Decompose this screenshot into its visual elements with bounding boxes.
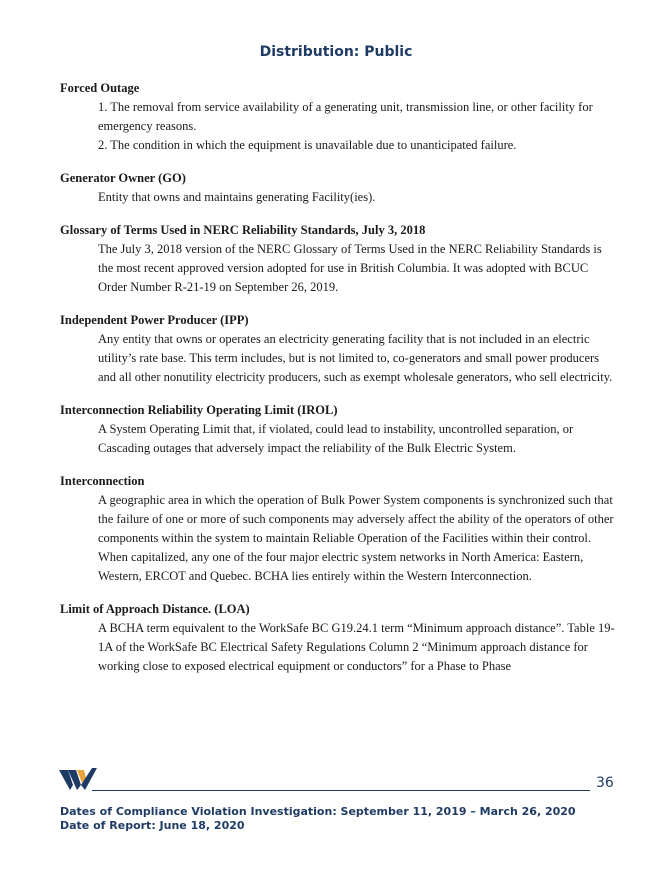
glossary-definition: [98, 619, 620, 676]
bcuc-w-logo-icon: [59, 766, 97, 792]
glossary-entry-interconnection: [60, 472, 620, 586]
glossary-content: [60, 79, 620, 690]
definition-paragraph: The July 3, 2018 version of the NERC Glossary of Terms Used in the NERC Reliability Standards is the most recent approved version adopted for use in British Columbia. It was adopted with BCUC Order Number R-21-19 on September 26, 2019.: [98, 242, 602, 294]
glossary-term: Glossary of Terms Used in NERC Reliability Standards, July 3, 2018: [60, 223, 426, 237]
definition-paragraph: A System Operating Limit that, if violated, could lead to instability, uncontrolled separation, or Cascading outages that adversely impact the reliability of the Bulk Electric System.: [98, 422, 574, 455]
glossary-definition: [98, 420, 620, 458]
definition-paragraph: 1. The removal from service availability of a generating unit, transmission line, or other facility for emergency reasons.: [98, 100, 593, 133]
glossary-definition: [98, 240, 620, 297]
definition-paragraph: 2. The condition in which the equipment is unavailable due to unanticipated failure.: [98, 138, 517, 152]
definition-paragraph: Entity that owns and maintains generating Facility(ies).: [98, 190, 376, 204]
definition-paragraph: A BCHA term equivalent to the WorkSafe BC G19.24.1 term “Minimum approach distance”. Table 19-1A of the WorkSafe BC Electrical Safety Regulations Column 2 “Minimum approach distance for working close to exposed electrical equipment or conductors” for a Phase to Phase: [98, 621, 615, 673]
glossary-entry-loa: [60, 600, 620, 676]
footer-report-dates: [60, 805, 576, 833]
report-date: Date of Report: June 18, 2020: [60, 819, 245, 832]
glossary-entry-nerc-glossary: [60, 221, 620, 297]
glossary-entry-forced-outage: [60, 79, 620, 155]
glossary-term: Interconnection: [60, 474, 145, 488]
glossary-term: Independent Power Producer (IPP): [60, 313, 249, 327]
glossary-term: Interconnection Reliability Operating Limit (IROL): [60, 403, 338, 417]
investigation-dates: Dates of Compliance Violation Investigation: September 11, 2019 – March 26, 2020: [60, 805, 576, 818]
definition-paragraph: A geographic area in which the operation of Bulk Power System components is synchronized such that the failure of one or more of such components may adversely affect the ability of the operators of other components within the system to maintain Reliable Operation of the Facilities within their control. When capitalized, any one of the four major electric system networks in North America: Eastern, Western, ERCOT and Quebec. BCHA lies entirely within the Western Interconnection.: [98, 493, 614, 583]
glossary-entry-irol: [60, 401, 620, 458]
glossary-term: Forced Outage: [60, 81, 140, 95]
glossary-entry-ipp: [60, 311, 620, 387]
glossary-definition: [98, 188, 620, 207]
glossary-definition: [98, 330, 620, 387]
page-number: 36: [596, 775, 614, 791]
page-header: [0, 44, 672, 60]
definition-paragraph: Any entity that owns or operates an electricity generating facility that is not included in an electric utility’s rate base. This term includes, but is not limited to, co-generators and small power producers and all other nonutility electricity producers, such as exempt wholesale generators, who sell electricity.: [98, 332, 613, 384]
glossary-entry-generator-owner: [60, 169, 620, 207]
footer-divider: [92, 790, 590, 791]
glossary-definition: [98, 491, 620, 586]
glossary-term: Generator Owner (GO): [60, 171, 186, 185]
distribution-label: Distribution: Public: [259, 44, 413, 60]
glossary-definition: [98, 98, 620, 155]
glossary-term: Limit of Approach Distance. (LOA): [60, 602, 250, 616]
